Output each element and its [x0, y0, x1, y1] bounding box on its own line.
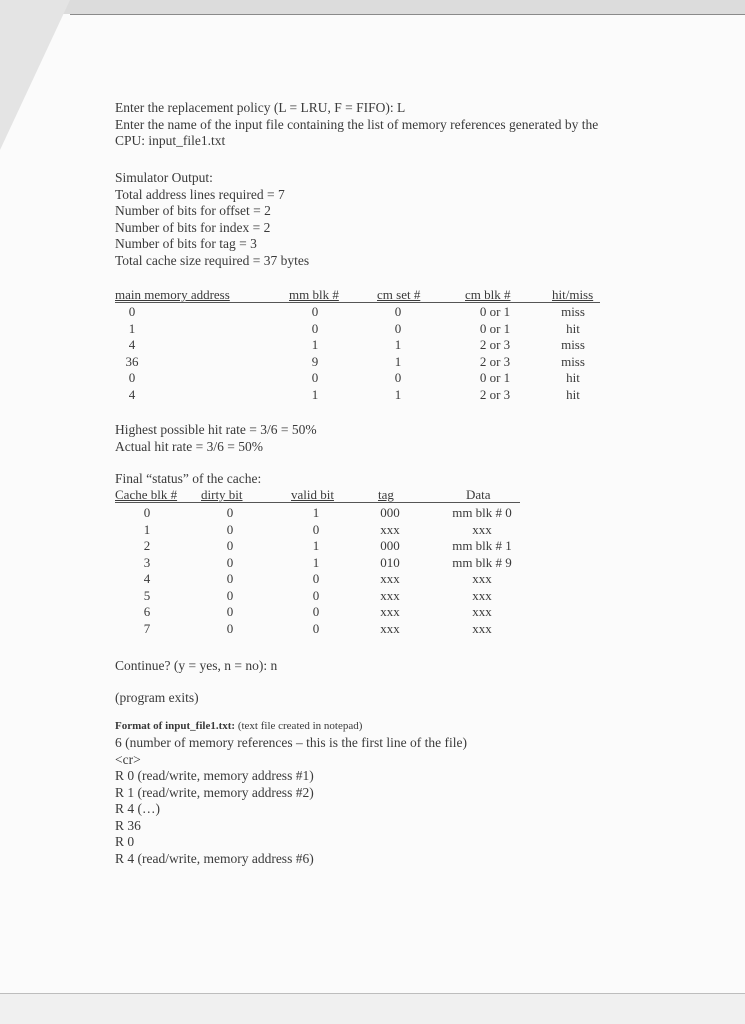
table-cell: 5 — [143, 587, 151, 603]
column-hit-miss — [553, 304, 593, 403]
table-cell: 0 — [312, 604, 320, 619]
table-cell: 0 — [312, 571, 320, 586]
format-line: R 4 (read/write, memory address #6) — [115, 850, 314, 866]
table-cell: miss — [561, 337, 585, 352]
table-cell: 0 — [312, 521, 320, 537]
table-cell: 2 — [143, 538, 151, 553]
table-cell: 0 — [394, 320, 402, 336]
table-cell: 3 — [143, 554, 151, 570]
table-cell: 1 — [394, 386, 402, 402]
table-cell: 0 or 1 — [479, 320, 511, 336]
table-cell: 1 — [394, 353, 402, 369]
cache-table-rule — [115, 502, 520, 503]
header-valid-bit: valid bit — [291, 487, 334, 502]
address-lines: Total address lines required = 7 — [115, 186, 285, 202]
folded-corner — [0, 0, 70, 150]
header-dirty-bit: dirty bit — [201, 487, 243, 502]
column-valid-bit — [296, 505, 336, 637]
table-cell: xxx — [380, 587, 400, 603]
table-cell: 0 — [128, 304, 136, 319]
table-cell: 0 — [226, 620, 234, 636]
table-cell: 6 — [143, 604, 151, 619]
table-cell: 0 — [226, 587, 234, 603]
header-data: Data — [466, 487, 491, 502]
table-cell: 0 — [226, 521, 234, 537]
table-cell: 4 — [128, 386, 136, 402]
cache-size: Total cache size required = 37 bytes — [115, 252, 310, 268]
hit-rates — [115, 422, 317, 455]
table-cell: 0 — [143, 505, 151, 520]
table-cell: 2 or 3 — [479, 353, 511, 369]
table-cell: 0 — [312, 620, 320, 636]
format-line: R 36 — [115, 817, 141, 833]
column-tag — [370, 505, 410, 637]
table-cell: 0 — [394, 370, 402, 385]
table-cell: 2 or 3 — [479, 386, 511, 402]
continue-prompt: Continue? (y = yes, n = no): n — [115, 658, 278, 673]
format-line: R 4 (…) — [115, 801, 160, 816]
table-cell: 7 — [143, 620, 151, 636]
table-cell: mm blk # 9 — [452, 554, 512, 570]
table-cell: xxx — [472, 604, 492, 619]
file-prompt-answer: CPU: input_file1.txt — [115, 133, 226, 148]
table-cell: xxx — [380, 604, 400, 619]
format-line: R 0 — [115, 834, 135, 849]
header-cm-blk: cm blk # — [465, 287, 511, 302]
column-mm-blk — [295, 304, 335, 403]
page-top-edge — [70, 14, 745, 15]
program-exits: (program exits) — [115, 690, 199, 705]
format-note: (text file created in notepad) — [237, 720, 363, 732]
table-cell: xxx — [380, 571, 400, 586]
actual-hit-rate: Actual hit rate = 3/6 = 50% — [115, 438, 263, 454]
table-cell: 1 — [128, 320, 136, 336]
table-cell: 010 — [380, 554, 400, 570]
table-cell: mm blk # 1 — [452, 538, 512, 553]
table-cell: 36 — [125, 353, 139, 369]
table-cell: 1 — [143, 521, 151, 537]
header-hit-miss: hit/miss — [552, 287, 594, 302]
table-cell: 0 — [311, 320, 319, 336]
column-main-memory-address — [112, 304, 152, 403]
header-main-memory-address: main memory address — [115, 287, 230, 302]
table-cell: hit — [566, 370, 580, 385]
table-cell: xxx — [472, 620, 492, 636]
column-dirty-bit — [210, 505, 250, 637]
header-cache-blk: Cache blk # — [115, 487, 178, 502]
format-title: Format of input_file1.txt: — [115, 720, 236, 732]
column-cm-blk — [460, 304, 530, 403]
table-cell: 0 — [226, 538, 234, 553]
highest-hit-rate: Highest possible hit rate = 3/6 = 50% — [115, 422, 317, 437]
format-lines — [115, 735, 467, 867]
table-cell: 0 — [128, 370, 136, 385]
header-tag: tag — [378, 487, 394, 502]
table-cell: 0 — [226, 554, 234, 570]
table-cell: 0 or 1 — [479, 304, 511, 319]
table-cell: xxx — [380, 521, 400, 537]
table-cell: 1 — [312, 505, 320, 520]
index-bits: Number of bits for index = 2 — [115, 219, 271, 235]
table-cell: 0 — [311, 370, 319, 385]
simulator-output — [115, 170, 309, 269]
table-cell: 1 — [311, 337, 319, 352]
offset-bits: Number of bits for offset = 2 — [115, 203, 271, 218]
table-cell: 0 — [394, 304, 402, 319]
table-cell: miss — [561, 353, 585, 369]
table-cell: 0 — [226, 571, 234, 586]
column-cm-set — [378, 304, 418, 403]
table-cell: 000 — [380, 505, 400, 520]
format-line: <cr> — [115, 751, 141, 767]
table-cell: 0 or 1 — [479, 370, 511, 385]
table-cell: 0 — [226, 505, 234, 520]
policy-prompt: Enter the replacement policy (L = LRU, F = FIFO): L — [115, 100, 406, 115]
table-cell: hit — [566, 320, 580, 336]
format-line: R 0 (read/write, memory address #1) — [115, 768, 314, 783]
table-cell: 1 — [394, 337, 402, 352]
header-cm-set: cm set # — [377, 287, 421, 302]
file-prompt: Enter the name of the input file containing the list of memory references generated by the — [115, 116, 599, 132]
table-cell: mm blk # 0 — [452, 505, 512, 520]
input-prompts — [115, 100, 598, 150]
column-data — [442, 505, 522, 637]
table-cell: 2 or 3 — [479, 337, 511, 352]
format-title-line — [115, 719, 362, 733]
reference-table-rule — [115, 302, 600, 303]
table-cell: 0 — [311, 304, 319, 319]
format-line: R 1 (read/write, memory address #2) — [115, 784, 314, 800]
table-cell: xxx — [472, 571, 492, 586]
table-cell: xxx — [380, 620, 400, 636]
table-cell: hit — [566, 386, 580, 402]
simulator-output-heading: Simulator Output: — [115, 170, 213, 185]
table-cell: 0 — [312, 587, 320, 603]
table-cell: 1 — [311, 386, 319, 402]
table-cell: 1 — [312, 538, 320, 553]
table-cell: 4 — [143, 571, 151, 586]
table-cell: 0 — [226, 604, 234, 619]
header-mm-blk: mm blk # — [289, 287, 339, 302]
tag-bits: Number of bits for tag = 3 — [115, 236, 257, 251]
table-cell: 4 — [128, 337, 136, 352]
table-cell: 1 — [312, 554, 320, 570]
column-cache-blk — [127, 505, 167, 637]
format-line: 6 (number of memory references – this is the first line of the file) — [115, 735, 468, 750]
table-cell: xxx — [472, 521, 492, 537]
table-cell: 000 — [380, 538, 400, 553]
cache-status-heading: Final “status” of the cache: — [115, 471, 262, 486]
scanner-margin — [0, 994, 745, 1024]
table-cell: xxx — [472, 587, 492, 603]
table-cell: 9 — [311, 353, 319, 369]
table-cell: miss — [561, 304, 585, 319]
